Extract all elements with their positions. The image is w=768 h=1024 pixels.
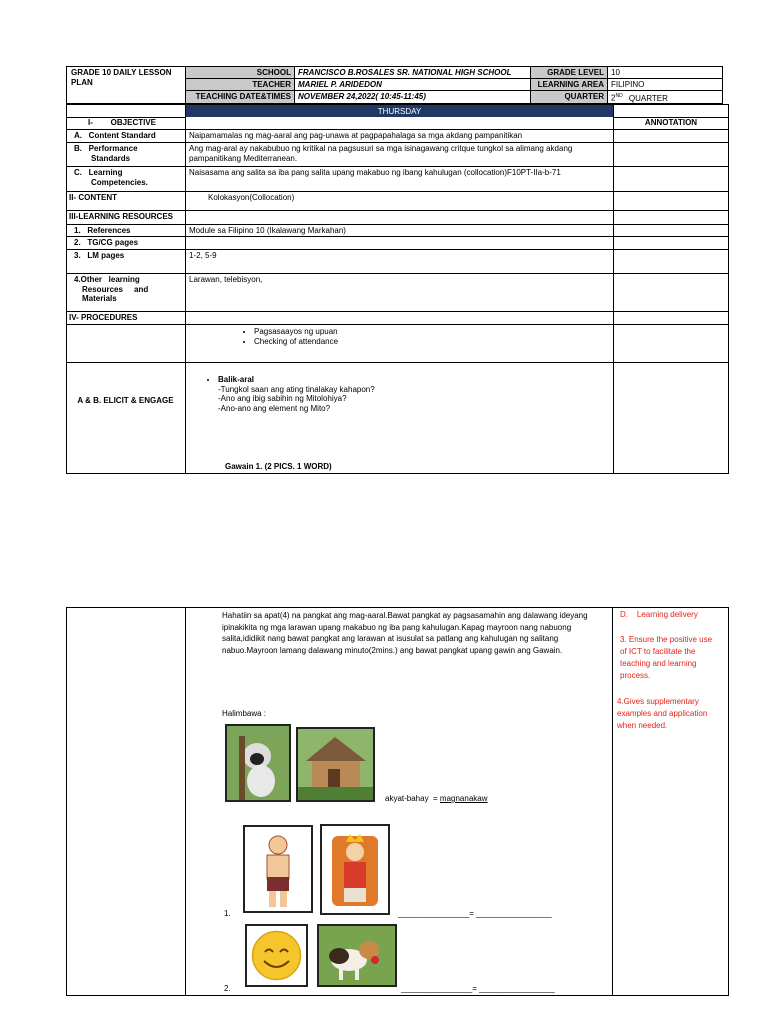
quarter-value [607, 90, 723, 104]
content-standard-value: Naipamamalas ng mag-aaral ang pag-unawa at pagpapahalaga sa mga akdang pampanitikan [189, 131, 523, 140]
lesson-plan-page-1 [0, 0, 768, 480]
content-value: Kolokasyon(Collocation) [208, 193, 295, 202]
other-resources-value: Larawan, telebisyon, [189, 275, 263, 284]
lm-pages-value: 1-2, 5-9 [189, 251, 217, 260]
balik-line: -Tungkol saan ang ating tinalakay kahapon? [218, 384, 375, 394]
other-resources-label [66, 274, 185, 311]
performance-value: Ang mag-aral ay nakabubuo ng kritikal na pagsusuri sa mga isinagawang critque tungkol sa alimang akdang pampanitikang Mediterranean. [189, 144, 573, 163]
balik-aral-list [204, 375, 610, 385]
smiley-picture [245, 924, 308, 987]
activity-instructions: Hahatiin sa apat(4) na pangkat ang mag-aaral.Bawat pangkat ay pagsasamahin ang dalawang ideyang ipinakikita ng mga larawan upang makabuo ng iba pang kahulugan.Kapag mayroon nang nabuong salita,ididikit nang bawat pangkat ang larawan at isusulat sa patlang ang kahulugan ng salitang nabuo.Mayroon lamang dalawang minuto(2mins.) ang bawat pangkat upang gawin ang Gawain. [222, 611, 588, 655]
school-label: SCHOOL [185, 66, 295, 79]
other-resources-line-2: Resources and [82, 284, 149, 294]
balik-line: -Ano-ano ang element ng Mito? [218, 403, 331, 413]
other-resources-line-3: Materials [82, 294, 117, 303]
lm-pages-label: 3. LM pages [74, 251, 125, 260]
list-item: • Checking of attendance [254, 337, 610, 347]
balik-line: -Ano ang ibig sabihin ng Mitolohiya? [218, 394, 347, 403]
content-standard-label: A. Content Standard [74, 131, 156, 140]
teacher-label: TEACHER [185, 78, 295, 91]
king-picture [320, 824, 390, 915]
learning-area-value: FILIPINO [607, 78, 723, 91]
list-item: • Pagsasaayos ng upuan [254, 327, 610, 337]
item-1-blank: ________________= _________________ [398, 909, 552, 918]
column-divider-right [613, 104, 614, 474]
example-answer [382, 793, 582, 805]
monkey-picture [225, 724, 291, 802]
performance-label [66, 143, 185, 166]
performance-label-line-2: Standards [91, 153, 131, 163]
annotation-item-3: 3. Ensure the positive use of ICT to facilitate the teaching and learning process. [620, 635, 713, 680]
teaching-date-label: TEACHING DATE&TIMES [185, 90, 295, 104]
content-label: II- CONTENT [69, 193, 117, 202]
dog-picture [317, 924, 397, 987]
man-picture [243, 825, 313, 913]
school-value: FRANCISCO B.ROSALES SR. NATIONAL HIGH SCHOOL [294, 66, 531, 79]
tg-pages-label: 2. TG/CG pages [74, 238, 139, 247]
row-line [66, 362, 729, 363]
competencies-label-line-1: C. Learning [74, 168, 123, 177]
lesson-plan-page-2 [0, 600, 768, 1000]
learning-resources-label: III-LEARNING RESOURCES [69, 212, 174, 221]
gawain-title: Gawain 1. (2 PICS. 1 WORD) [225, 462, 332, 471]
example-text: akyat-bahay = [385, 794, 440, 803]
preliminary-list [240, 327, 610, 346]
competencies-label-line-2: Competencies. [91, 177, 148, 187]
column-divider-right [612, 607, 613, 996]
other-resources-line-1: 4.Other learning [74, 275, 140, 284]
procedures-label: IV- PROCEDURES [69, 313, 138, 322]
halimbawa-label: Halimbawa : [222, 709, 267, 718]
grade-level-value: 10 [607, 66, 723, 79]
teacher-value: MARIEL P. ARIDEDON [294, 78, 531, 91]
competencies-label [66, 167, 185, 191]
column-divider-left [185, 607, 186, 996]
plan-title: GRADE 10 DAILY LESSON PLAN [66, 66, 186, 104]
elicit-engage-label: A & B. ELICIT & ENGAGE [77, 396, 174, 405]
quarter-label: QUARTER [530, 90, 608, 104]
balik-aral-block [186, 374, 613, 434]
balik-aral-title: • Balik-aral [218, 375, 610, 385]
grade-level-label: GRADE LEVEL [530, 66, 608, 79]
teaching-date-value: NOVEMBER 24,2022( 10:45-11:45) [294, 90, 531, 104]
quarter-word: QUARTER [628, 93, 668, 103]
annotation-item-4: 4.Gives supplementary examples and application when needed. [617, 697, 708, 730]
annotation-title: D. Learning delivery [620, 610, 698, 619]
objective-heading: I- OBJECTIVE [88, 118, 157, 127]
performance-label-line-1: B. Performance [74, 144, 138, 153]
item-1-number: 1. [224, 909, 231, 918]
item-2-number: 2. [224, 984, 231, 993]
preliminary-activities [186, 325, 613, 362]
quarter-suffix: ND [615, 93, 623, 99]
example-answer-word: magnanakaw [439, 794, 488, 803]
annotation-heading: ANNOTATION [644, 118, 698, 127]
competencies-value: Naisasama ang salita sa iba pang salita upang makabuo ng ibang kahulugan (collocation)F10PT-IIa-b-71 [189, 168, 561, 177]
references-value: Module sa Filipino 10 (Ikalawang Markahan) [189, 226, 346, 235]
house-picture [296, 727, 375, 802]
learning-area-label: LEARNING AREA [530, 78, 608, 91]
item-2-blank: ________________= _________________ [401, 984, 555, 993]
quarter-number: 2 [611, 93, 616, 103]
references-label: 1. References [74, 226, 131, 235]
day-bar: THURSDAY [186, 105, 613, 117]
